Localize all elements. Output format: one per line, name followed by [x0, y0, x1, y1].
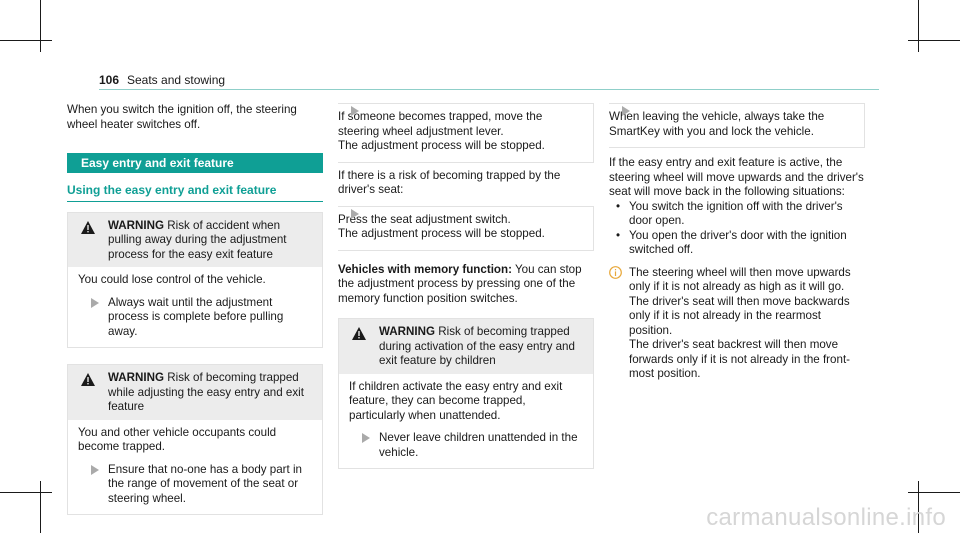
memory-paragraph	[338, 263, 594, 307]
warning-label: WARNING	[108, 371, 165, 384]
section-heading-bar	[67, 153, 323, 173]
watermark: carmanualsonline.info	[706, 503, 946, 531]
warning-body-text: You could lose control of the vehicle.	[78, 273, 266, 286]
warning-header	[339, 319, 593, 374]
warning-triangle-icon	[352, 327, 366, 340]
list-item: • You switch the ignition off with the driver's door open.	[616, 199, 843, 227]
warning-body-text: You and other vehicle occupants could become trapped.	[78, 425, 277, 453]
crop-mark	[40, 0, 41, 52]
step-arrow-icon	[91, 298, 99, 308]
instruction-step	[78, 296, 312, 340]
warning-body-text: If children activate the easy entry and exit feature, they can become trapped, particularly when unattended.	[349, 379, 563, 422]
note-text: The driver's seat will then move backwards only if it is not already in the rearmost position.	[629, 294, 850, 337]
instruction-step	[609, 103, 865, 148]
note-text: The driver's seat backrest will then move forwards only if it is not already in the front-most position.	[629, 338, 851, 380]
crop-mark	[40, 481, 41, 533]
warning-header	[68, 213, 322, 268]
note	[609, 266, 865, 382]
note-text: The steering wheel will then move upwards only if it is not already as high as it will go.	[629, 265, 851, 293]
step-arrow-icon	[351, 209, 359, 219]
step-result: The adjustment process will be stopped.	[338, 139, 545, 152]
step-text: Always wait until the adjustment process is complete before pulling away.	[108, 295, 284, 338]
warning-text: Risk of becoming trapped during activation of the easy entry and exit feature by children	[379, 325, 575, 367]
instruction-step	[338, 206, 594, 251]
info-icon	[609, 266, 622, 279]
column-3	[609, 103, 865, 382]
warning-text: Risk of accident when pulling away during the adjustment process for the easy exit feature	[108, 218, 287, 261]
step-arrow-icon	[622, 106, 630, 116]
column-2	[338, 103, 594, 469]
step-result: The adjustment process will be stopped.	[338, 227, 545, 240]
memory-label: Vehicles with memory function:	[338, 262, 512, 276]
crop-mark	[0, 492, 52, 493]
section-heading: Easy entry and exit feature	[81, 156, 234, 170]
subsection-heading: Using the easy entry and exit feature	[67, 183, 277, 197]
step-text: Press the seat adjustment switch.	[338, 212, 511, 226]
crop-mark	[0, 40, 52, 41]
page-number: 106	[99, 73, 120, 87]
warning-label: WARNING	[108, 218, 165, 232]
list-item-text: You open the driver's door with the ignition switched off.	[629, 228, 847, 256]
warning-body	[68, 267, 322, 347]
step-arrow-icon	[351, 106, 359, 116]
warning-box	[67, 364, 323, 515]
list-item: • You open the driver's door with the ignition switched off.	[616, 228, 847, 256]
step-text: If someone becomes trapped, move the steering wheel adjustment lever.	[338, 110, 543, 138]
subsection-divider	[67, 201, 323, 202]
crop-mark	[908, 40, 960, 41]
crop-mark	[908, 492, 960, 493]
step-text: When leaving the vehicle, always take the SmartKey with you and lock the vehicle.	[609, 110, 825, 138]
instruction-step	[78, 463, 312, 507]
warning-header	[68, 365, 322, 420]
instruction-step	[338, 103, 594, 163]
warning-text: Risk of becoming trapped while adjusting the easy entry and exit feature	[108, 371, 304, 413]
warning-label: WARNING	[379, 325, 436, 338]
warning-triangle-icon	[81, 373, 95, 386]
warning-box	[67, 212, 323, 349]
step-arrow-icon	[91, 465, 99, 475]
trap-text: If there is a risk of becoming trapped by the driver's seat:	[338, 168, 561, 196]
active-text: If the easy entry and exit feature is active, the steering wheel will move upwards and the driver's seat will move back in the following situations:	[609, 156, 864, 198]
list-item-text: You switch the ignition off with the driver's door open.	[629, 199, 843, 227]
warning-box	[338, 318, 594, 469]
intro-text: When you switch the ignition off, the steering wheel heater switches off.	[67, 103, 297, 131]
warning-body	[68, 420, 322, 515]
warning-body	[339, 374, 593, 469]
section-title: Seats and stowing	[127, 73, 226, 87]
warning-triangle-icon	[81, 221, 95, 234]
step-text: Never leave children unattended in the vehicle.	[379, 431, 578, 459]
step-arrow-icon	[362, 433, 370, 443]
memory-text: You can stop the adjustment process by pressing one of the memory function position switches.	[338, 262, 582, 305]
crop-mark	[918, 0, 919, 52]
column-1	[67, 103, 323, 515]
step-text: Ensure that no-one has a body part in the range of movement of the seat or steering wheel.	[108, 462, 303, 505]
instruction-step	[349, 431, 583, 460]
header-divider	[99, 89, 879, 90]
